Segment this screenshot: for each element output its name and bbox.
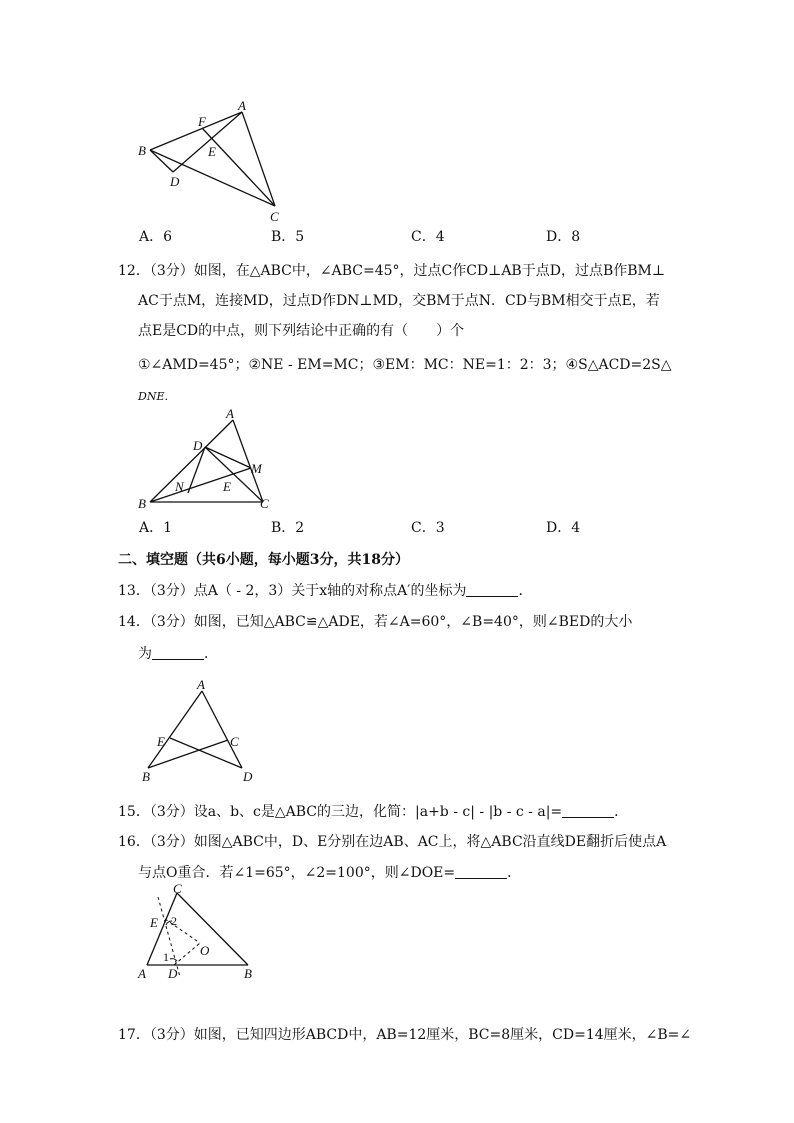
q12-option-a[interactable]: A．1 [139, 520, 173, 536]
q15-question: 15．（3分）设a、b、c是△ABC的三边，化简：|a+b - c| - |b - c - a|= [118, 804, 563, 820]
fig12-label-b: B [138, 496, 146, 511]
fig16-label-b: B [244, 966, 252, 981]
fig11-label-c: C [270, 209, 279, 224]
q15-text [118, 803, 628, 821]
q16-text-line2 [138, 864, 521, 882]
fig14-label-e: E [157, 734, 165, 749]
q11-option-a[interactable]: A．6 [139, 229, 173, 245]
q16-text-line1: 16．（3分）如图△ABC中，D、E分别在边AB、AC上，将△ABC沿直线DE翻折后使点A [118, 834, 667, 850]
q16-answer-blank[interactable] [455, 864, 507, 879]
q17-text: 17．（3分）如图，已知四边形ABCD中，AB=12厘米，BC=8厘米，CD=14厘米，∠B=∠ [118, 1027, 692, 1043]
q11-figure [130, 98, 300, 223]
q14-line2-text: 为 [138, 646, 152, 662]
fig14-label-d: D [243, 769, 253, 784]
fig16-label-o: O [200, 943, 210, 958]
fig11-label-d: D [170, 174, 180, 189]
fig14-label-a: A [197, 677, 205, 692]
fig12-label-d: D [193, 438, 203, 453]
q12-option-d[interactable]: D．4 [546, 520, 581, 536]
q12-figure [130, 405, 280, 515]
section-heading-fill-in: 二、填空题（共6小题，每小题3分，共18分） [118, 552, 409, 568]
q12-option-c[interactable]: C．3 [411, 520, 445, 536]
fig12-label-e: E [223, 479, 231, 494]
q16-figure [130, 881, 265, 985]
q13-text [118, 582, 532, 600]
fig16-label-2: 2 [171, 914, 177, 928]
fig14-label-b: B [142, 769, 150, 784]
fig16-label-e: E [150, 915, 158, 930]
q16-line2-text: 与点O重合．若∠1=65°，∠2=100°，则∠DOE= [138, 865, 456, 881]
q15-end: ． [614, 804, 629, 820]
q13-question: 13．（3分）点A（ - 2，3）关于x轴的对称点A′的坐标为 [118, 583, 467, 599]
q14-answer-blank[interactable] [152, 645, 204, 660]
fig12-label-a: A [226, 406, 234, 421]
q12-option-b[interactable]: B．2 [271, 520, 305, 536]
fig16-label-a: A [138, 966, 146, 981]
q11-option-c[interactable]: C．4 [411, 229, 445, 245]
fig11-label-b: B [138, 143, 146, 158]
q13-answer-blank[interactable] [466, 582, 518, 597]
fig11-label-a: A [238, 98, 246, 113]
q13-end: ． [518, 583, 533, 599]
fig16-label-c: C [173, 881, 182, 896]
q11-option-b[interactable]: B．5 [271, 229, 305, 245]
q12-text-line1: 12．（3分）如图，在△ABC中，∠ABC=45°，过点C作CD⊥AB于点D，过点B作BM⊥ [118, 263, 666, 279]
q12-text-line2: AC于点M，连接MD，过点D作DN⊥MD，交BM于点N．CD与BM相交于点E，若 [138, 293, 660, 309]
q12-text-line3: 点E是CD的中点，则下列结论中正确的有（ ）个 [138, 323, 465, 339]
fig11-label-e: E [208, 144, 216, 159]
q14-end: ． [204, 646, 218, 662]
fig11-label-f: F [198, 114, 206, 129]
fig14-label-c: C [230, 734, 239, 749]
fig16-label-1: 1 [163, 950, 169, 964]
q12-text-line5: DNE． [138, 390, 176, 403]
q14-text-line2 [138, 645, 218, 663]
fig12-label-c: C [260, 496, 269, 511]
q16-end: ． [507, 865, 522, 881]
q15-answer-blank[interactable] [562, 803, 614, 818]
fig12-label-n: N [175, 479, 184, 494]
q11-option-d[interactable]: D．8 [546, 229, 581, 245]
q14-text-line1: 14．（3分）如图，已知△ABC≌△ADE，若∠A=60°，∠B=40°，则∠BED的大小 [118, 614, 633, 630]
q12-text-line4: ①∠AMD=45°；②NE - EM=MC；③EM：MC：NE=1：2：3；④S△ACD=2S△ [138, 357, 672, 373]
q14-figure [130, 676, 270, 786]
fig12-label-m: M [251, 461, 262, 476]
fig16-label-d: D [168, 966, 178, 981]
